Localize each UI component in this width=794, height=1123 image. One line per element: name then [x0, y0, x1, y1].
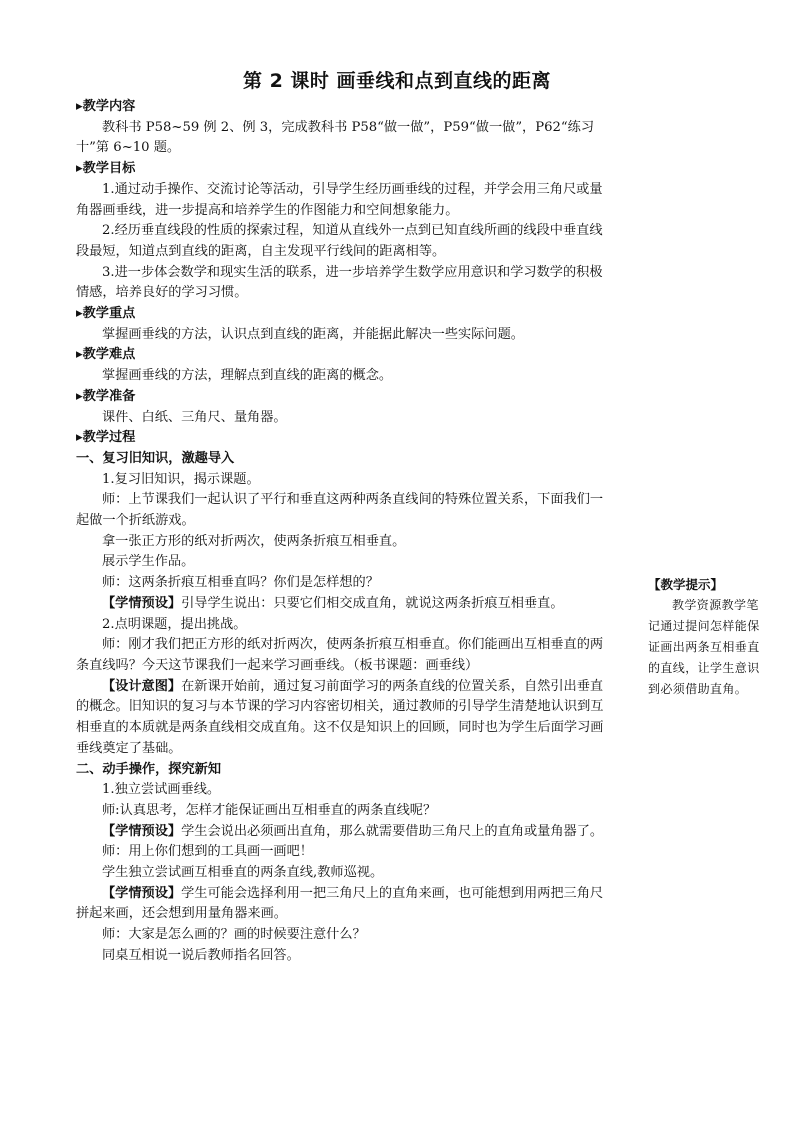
- paragraph: 1.独立尝试画垂线。: [102, 782, 221, 798]
- paragraph: 师:认真思考，怎样才能保证画出互相垂直的两条直线呢？: [102, 802, 437, 818]
- paragraph-text: 在新课开始前，通过复习前面学习的两条直线的位置关系，自然引出垂直的概念。旧知识的复习与本节课的学习内容密切相关，通过教师的引导学生清楚地认识到互相垂直的本质就是两条直线相交成直角。这不仅是知识上的回顾，同时也为学生后面学习画垂线奠定了基础。: [76, 678, 604, 756]
- teaching-tip-text: 教学资源教学笔记通过提问怎样能保证画出两条互相垂直的直线，让学生意识到必须借助直角。: [648, 598, 760, 696]
- lesson-body: [76, 97, 606, 967]
- paragraph: 展示学生作品。: [102, 554, 195, 570]
- paragraph: 师：上节课我们一起认识了平行和垂直这两种两条直线间的特殊位置关系，下面我们一起做一个折纸游戏。: [76, 492, 604, 529]
- paragraph: 师：用上你们想到的工具画一画吧！: [102, 844, 313, 860]
- label-tag: 【设计意图】: [102, 678, 182, 694]
- part-heading-2: 二、动手操作，探究新知: [76, 761, 222, 777]
- paragraph: [76, 884, 606, 925]
- paragraph: 师：大家是怎么画的？画的时候要注意什么？: [102, 927, 366, 943]
- teaching-tip: [648, 574, 760, 700]
- paragraph: 课件、白纸、三角尺、量角器。: [102, 409, 287, 425]
- paragraph: 1.复习旧知识，揭示课题。: [102, 471, 260, 487]
- paragraph: 3.进一步体会数学和现实生活的联系，进一步培养学生数学应用意识和学习数学的积极情感，培养良好的学习习惯。: [76, 264, 603, 301]
- paragraph-text: 学生可能会选择利用一把三角尺上的直角来画，也可能想到用两把三角尺拼起来画，还会想到用量角器来画。: [76, 885, 604, 922]
- label-tag: 【学情预设】: [102, 595, 182, 611]
- paragraph: 学生独立尝试画互相垂直的两条直线,教师巡视。: [102, 865, 384, 881]
- paragraph: [76, 594, 606, 615]
- page-title: 第 2 课时 画垂线和点到直线的距离: [242, 70, 552, 92]
- paragraph: 教科书 P58~59 例 2、例 3，完成教科书 P58“做一做”，P59“做一做”，P62“练习十”第 6~10 题。: [76, 119, 595, 156]
- paragraph: 师：刚才我们把正方形的纸对折两次，使两条折痕互相垂直。你们能画出互相垂直的两条直线吗？今天这节课我们一起来学习画垂线。（板书课题：画垂线）: [76, 637, 604, 673]
- paragraph: 师：这两条折痕互相垂直吗？你们是怎样想的？: [102, 575, 379, 591]
- paragraph: 掌握画垂线的方法，认识点到直线的距离，并能据此解决一些实际问题。: [102, 326, 524, 342]
- paragraph: 1.通过动手操作、交流讨论等活动，引导学生经历画垂线的过程，并学会用三角尺或量角器画垂线，进一步提高和培养学生的作图能力和空间想象能力。: [76, 181, 603, 218]
- paragraph: 拿一张正方形的纸对折两次，使两条折痕互相垂直。: [102, 533, 406, 549]
- section-heading-process: ▸教学过程: [76, 430, 136, 446]
- teaching-tip-heading: 【教学提示】: [648, 577, 724, 592]
- section-heading-content: ▸教学内容: [76, 99, 136, 114]
- paragraph: [76, 822, 606, 843]
- section-heading-goals: ▸教学目标: [76, 161, 136, 177]
- part-heading-1: 一、复习旧知识，激趣导入: [76, 450, 235, 466]
- paragraph: 同桌互相说一说后教师指名回答。: [102, 947, 300, 963]
- label-tag: 【学情预设】: [102, 823, 182, 839]
- paragraph-text: 学生会说出必须画出直角，那么就需要借助三角尺上的直角或量角器了。: [181, 823, 604, 839]
- label-tag: 【学情预设】: [102, 885, 182, 901]
- paragraph-text: 引导学生说出：只要它们相交成直角，就说这两条折痕互相垂直。: [181, 595, 564, 611]
- section-heading-key: ▸教学重点: [76, 306, 136, 322]
- section-heading-preparation: ▸教学准备: [76, 388, 136, 404]
- paragraph: 2.经历垂直线段的性质的探索过程，知道从直线外一点到已知直线所画的线段中垂直线段最短，知道点到直线的距离，自主发现平行线间的距离相等。: [76, 223, 603, 259]
- paragraph: 掌握画垂线的方法，理解点到直线的距离的概念。: [102, 368, 393, 384]
- paragraph: 2.点明课题，提出挑战。: [102, 616, 247, 632]
- paragraph: [76, 677, 606, 760]
- section-heading-difficulty: ▸教学难点: [76, 347, 136, 363]
